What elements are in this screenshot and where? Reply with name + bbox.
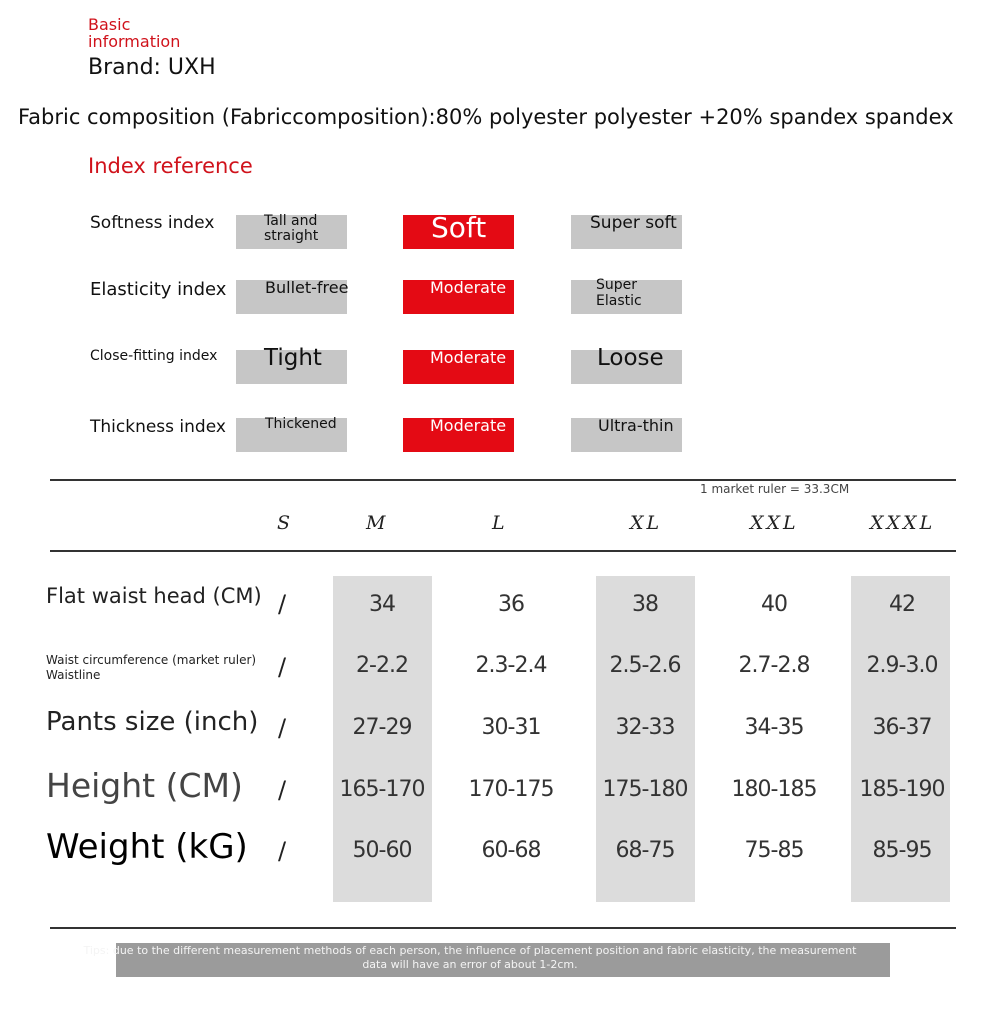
softness-option-1 <box>236 215 347 249</box>
table-cell: 32-33 <box>615 715 675 740</box>
row-separator: / <box>278 590 287 618</box>
thickness-index-label: Thickness index <box>90 417 226 437</box>
thickness-option-3 <box>571 418 682 452</box>
size-header-xxl: XXL <box>750 512 799 534</box>
softness-option-2-selected <box>403 211 514 249</box>
row-label-weight: Weight (kG) <box>46 827 248 867</box>
table-cell: 175-180 <box>602 777 688 802</box>
option-label: Super soft <box>590 213 677 233</box>
table-cell: 180-185 <box>731 777 817 802</box>
table-cell: 2.7-2.8 <box>738 653 810 678</box>
table-cell: 165-170 <box>339 777 425 802</box>
close-fitting-option-3 <box>571 345 682 384</box>
row-label-pants-size: Pants size (inch) <box>46 707 259 737</box>
row-separator: / <box>278 653 287 681</box>
table-cell: 75-85 <box>744 838 804 863</box>
table-cell: 34-35 <box>744 715 804 740</box>
option-label: Moderate <box>430 278 507 297</box>
softness-option-3 <box>571 215 682 249</box>
table-cell: 2.5-2.6 <box>609 653 681 678</box>
table-cell: 60-68 <box>481 838 541 863</box>
row-label-waist-circumference: Waist circumference (market ruler) Waistline <box>46 653 257 682</box>
table-bottom-divider <box>50 927 956 929</box>
option-label: Tall and straight <box>264 213 319 244</box>
elasticity-option-1 <box>236 280 347 314</box>
thickness-option-1 <box>236 418 347 452</box>
size-header-s: S <box>277 512 294 534</box>
size-header-xl: XL <box>630 512 663 534</box>
option-label: Super Elastic <box>596 277 642 309</box>
option-label: Loose <box>597 345 664 371</box>
row-label-height: Height (CM) <box>46 766 243 805</box>
table-cell: 42 <box>889 592 915 617</box>
thickness-option-2-selected <box>403 418 514 452</box>
table-header-divider <box>50 550 956 552</box>
option-label: Moderate <box>430 416 507 435</box>
row-separator: / <box>278 776 287 804</box>
close-fitting-option-2-selected <box>403 350 514 384</box>
row-separator: / <box>278 837 287 865</box>
market-ruler-note: 1 market ruler = 33.3CM <box>700 482 850 496</box>
softness-index-label: Softness index <box>90 213 215 233</box>
table-cell: 36 <box>498 592 524 617</box>
table-cell: 2-2.2 <box>356 653 408 678</box>
option-label: Ultra-thin <box>598 416 674 435</box>
option-label: Tight <box>264 345 322 371</box>
table-cell: 27-29 <box>352 715 412 740</box>
elasticity-option-2-selected <box>403 280 514 314</box>
brand-label: Brand: UXH <box>88 55 216 80</box>
table-cell: 30-31 <box>481 715 541 740</box>
index-reference-heading: Index reference <box>88 154 253 178</box>
option-label: Soft <box>431 211 487 244</box>
table-cell: 185-190 <box>859 777 945 802</box>
fabric-composition: Fabric composition (Fabriccomposition):80% polyester polyester +20% spandex spandex <box>18 105 954 129</box>
table-cell: 40 <box>761 592 787 617</box>
table-cell: 2.3-2.4 <box>475 653 547 678</box>
row-separator: / <box>278 714 287 742</box>
basic-information-heading: Basic information <box>88 15 181 51</box>
size-header-l: L <box>492 512 508 534</box>
elasticity-option-3 <box>571 277 682 314</box>
table-cell: 38 <box>632 592 658 617</box>
elasticity-index-label: Elasticity index <box>90 279 227 300</box>
tips-text: Tips: due to the different measurement methods of each person, the influence of placement position and fabric elasticity, the measurement data will have an error of about 1-2cm. <box>83 944 857 971</box>
row-label-flat-waist: Flat waist head (CM) <box>46 584 262 608</box>
table-top-divider <box>50 479 956 481</box>
size-header-xxxl: XXXL <box>870 512 936 534</box>
close-fitting-option-1 <box>236 345 347 384</box>
table-cell: 50-60 <box>352 838 412 863</box>
table-cell: 2.9-3.0 <box>866 653 938 678</box>
option-label: Moderate <box>430 348 507 367</box>
table-cell: 34 <box>369 592 395 617</box>
size-header-m: M <box>366 512 389 534</box>
option-label: Bullet-free <box>265 278 349 297</box>
option-label: Thickened <box>265 416 337 432</box>
table-cell: 85-95 <box>872 838 932 863</box>
table-cell: 36-37 <box>872 715 932 740</box>
close-fitting-index-label: Close-fitting index <box>90 348 218 364</box>
table-cell: 68-75 <box>615 838 675 863</box>
table-cell: 170-175 <box>468 777 554 802</box>
